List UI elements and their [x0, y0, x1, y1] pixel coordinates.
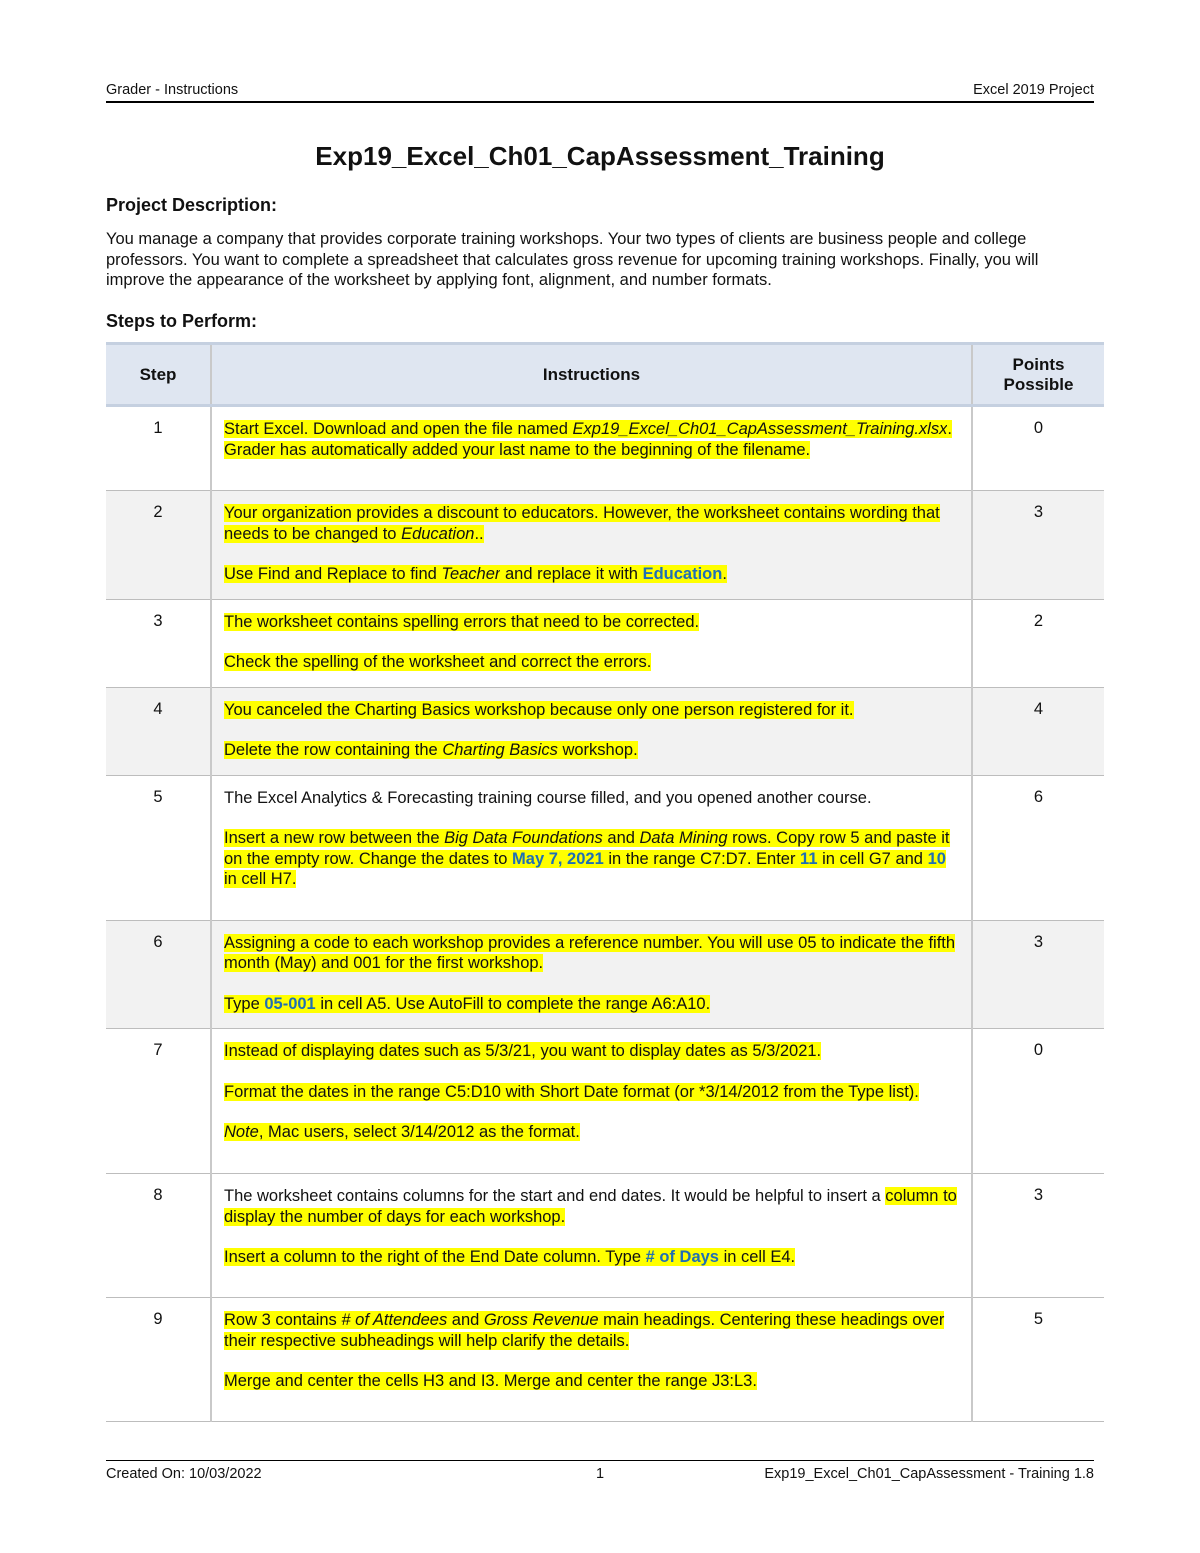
step-text: ..: [474, 524, 484, 543]
step-number: 4: [106, 687, 211, 775]
step-text: The worksheet contains spelling errors that need to be corrected.: [224, 612, 700, 631]
col-step: Step: [106, 344, 211, 406]
step-text: and: [447, 1311, 484, 1329]
step-number: 9: [106, 1298, 211, 1422]
step-number: 3: [106, 599, 211, 687]
step-text: and: [602, 829, 640, 847]
step-text: in the range C7:D7. Enter: [603, 849, 801, 868]
table-row: [106, 775, 1104, 920]
step-text: Start Excel. Download and open the file named: [224, 420, 573, 438]
step-text: workshop.: [557, 741, 638, 759]
step-text: Insert a new row between the: [224, 829, 445, 847]
step-text: Insert a column to the right of the End Date column. Type: [224, 1248, 646, 1266]
table-row: [106, 1174, 1104, 1298]
project-description: You manage a company that provides corporate training workshops. Your two types of clients are business people and college professors. You want to complete a spreadsheet that calculates gross revenue for upcoming training workshops. Finally, you will improve the appearance of the worksheet by applying font, alignment, and number formats.: [106, 230, 1039, 289]
step-text: Row 3 contains: [224, 1311, 342, 1329]
step-text: and replace it with: [500, 565, 643, 583]
step-term: # of Attendees: [341, 1311, 448, 1329]
step-term: Note: [224, 1123, 259, 1141]
table-row: [106, 599, 1104, 687]
step-value: May 7, 2021: [512, 849, 604, 868]
table-row: [106, 687, 1104, 775]
step-text: Assigning a code to each workshop provides a reference number. You will use 05 to indicate the fifth month (May) and 001 for the first workshop.: [224, 933, 956, 972]
table-row: [106, 920, 1104, 1029]
step-number: 1: [106, 406, 211, 491]
step-text: in cell A5. Use AutoFill to complete the range A6:A10.: [315, 994, 711, 1013]
table-header-row: [106, 344, 1104, 406]
step-text: Merge and center the cells H3 and I3. Merge and center the range J3:L3.: [224, 1372, 757, 1390]
step-text: column to display the number of days for each workshop.: [224, 1187, 957, 1226]
step-text: , Mac users, select 3/14/2012 as the format.: [258, 1123, 580, 1141]
step-value: 05-001: [264, 994, 316, 1013]
step-text: rows. Copy row 5 and paste it on the empty row. Change the dates to: [224, 829, 950, 868]
step-value: # of Days: [645, 1248, 719, 1266]
step-text: Check the spelling of the worksheet and correct the errors.: [224, 653, 652, 671]
step-instructions: [211, 920, 972, 1029]
step-text: in cell G7 and: [817, 849, 928, 868]
step-points: 2: [972, 599, 1104, 687]
step-text: .: [722, 565, 727, 583]
col-points: [972, 344, 1104, 406]
step-term: Education: [401, 524, 475, 543]
step-points: 5: [972, 1298, 1104, 1422]
step-instructions: [211, 775, 972, 920]
step-text: Delete the row containing the: [224, 741, 443, 759]
step-text: main headings. Centering these headings over their respective subheadings will help clarify the details.: [224, 1311, 945, 1350]
step-value: 11: [800, 849, 818, 868]
step-text: The Excel Analytics & Forecasting training course filled, and you opened another course.: [224, 788, 872, 807]
step-points: 3: [972, 920, 1104, 1029]
footer-doc-name: Exp19_Excel_Ch01_CapAssessment - Training 1.8: [764, 1466, 1094, 1482]
step-points: 0: [972, 406, 1104, 491]
footer-rule: [106, 1460, 1094, 1461]
step-instructions: [211, 687, 972, 775]
col-points-line2: Possible: [1003, 374, 1074, 394]
col-instructions: Instructions: [211, 344, 972, 406]
step-points: 3: [972, 1174, 1104, 1298]
page-header: [106, 82, 1094, 102]
step-number: 2: [106, 491, 211, 600]
step-term: Teacher: [441, 565, 501, 583]
step-number: 6: [106, 920, 211, 1029]
footer-created-on: Created On: 10/03/2022: [106, 1466, 262, 1482]
step-term: Data Mining: [639, 829, 728, 847]
footer-page-number: 1: [595, 1466, 605, 1482]
step-number: 5: [106, 775, 211, 920]
steps-heading: Steps to Perform:: [106, 311, 258, 331]
project-description-heading: Project Description:: [106, 195, 278, 215]
header-rule: [106, 101, 1094, 103]
step-term: Charting Basics: [442, 741, 558, 759]
step-term: Big Data Foundations: [444, 829, 603, 847]
step-instructions: [211, 599, 972, 687]
step-instructions: [211, 491, 972, 600]
col-points-line1: Points: [1012, 354, 1065, 374]
step-text: in cell H7.: [224, 870, 297, 888]
table-row: [106, 406, 1104, 491]
step-instructions: [211, 406, 972, 491]
step-value: 10: [927, 849, 946, 868]
step-text: Your organization provides a discount to educators. However, the worksheet contains wording that needs to be changed to: [224, 504, 940, 543]
table-row: [106, 1029, 1104, 1174]
steps-table: [106, 342, 1104, 1422]
step-text: Format the dates in the range C5:D10 with Short Date format (or *3/14/2012 from the Type list).: [224, 1082, 919, 1101]
step-filename: Exp19_Excel_Ch01_CapAssessment_Training.xlsx: [572, 420, 948, 438]
step-text: in cell E4.: [718, 1248, 796, 1266]
step-number: 7: [106, 1029, 211, 1174]
step-number: 8: [106, 1174, 211, 1298]
step-text: Use Find and Replace to find: [224, 565, 442, 583]
step-value: Education: [642, 565, 723, 583]
step-term: Gross Revenue: [483, 1311, 599, 1329]
step-points: 0: [972, 1029, 1104, 1174]
step-text: Instead of displaying dates such as 5/3/21, you want to display dates as 5/3/2021.: [224, 1042, 822, 1060]
step-text: The worksheet contains columns for the start and end dates. It would be helpful to insert a: [224, 1187, 886, 1205]
step-points: 3: [972, 491, 1104, 600]
header-left: Grader - Instructions: [106, 82, 239, 98]
step-text: . Grader has automatically added your last name to the beginning of the filename.: [224, 420, 952, 459]
step-text: Type: [224, 994, 265, 1013]
table-row: [106, 491, 1104, 600]
step-instructions: [211, 1174, 972, 1298]
page-footer: [106, 1466, 1094, 1486]
table-row: [106, 1298, 1104, 1422]
step-instructions: [211, 1298, 972, 1422]
page-title: Exp19_Excel_Ch01_CapAssessment_Training: [315, 141, 885, 171]
header-right: Excel 2019 Project: [973, 82, 1094, 98]
step-text: You canceled the Charting Basics workshop because only one person registered for it.: [224, 700, 854, 719]
step-points: 4: [972, 687, 1104, 775]
step-points: 6: [972, 775, 1104, 920]
step-instructions: [211, 1029, 972, 1174]
